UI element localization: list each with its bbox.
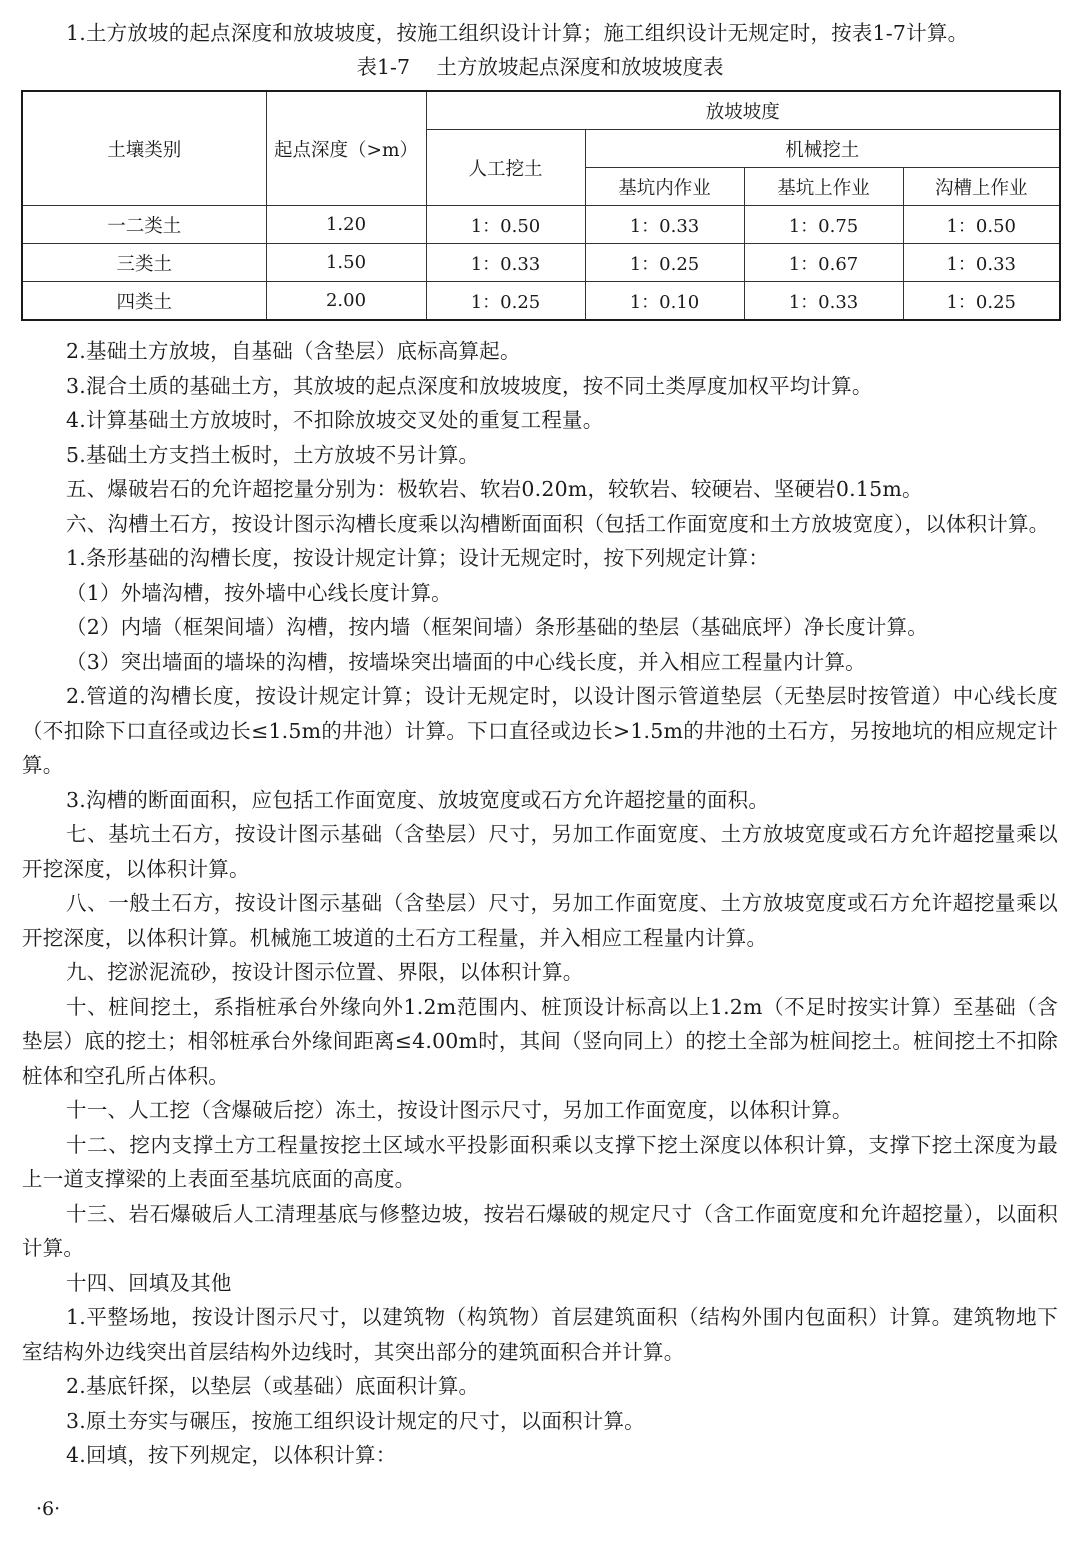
paragraph: 九、挖淤泥流砂，按设计图示位置、界限，以体积计算。 [66,960,584,984]
cell-depth: 1.20 [266,206,426,244]
table-caption [0,50,1080,84]
cell-depth: 1.50 [266,244,426,282]
paragraph: 十二、挖内支撑土方工程量按挖土区域水平投影面积乘以支撑下挖土深度以体积计算，支撑下挖土深度为最上一道支撑梁的上表面至基坑底面的高度。 [22,1132,1058,1191]
header-on-trench: 沟槽上作业 [903,168,1060,206]
paragraph: 4.计算基础土方放坡时，不扣除放坡交叉处的重复工程量。 [66,408,604,432]
cell-on-trench: 1：0.33 [903,244,1060,282]
paragraph: 3.混合土质的基础土方，其放坡的起点深度和放坡坡度，按不同土类厚度加权平均计算。 [66,373,873,398]
paragraph: 七、基坑土石方，按设计图示基础（含垫层）尺寸，另加工作面宽度、土方放坡宽度或石方允许超挖量乘以开挖深度，以体积计算。 [22,822,1058,881]
cell-in-pit: 1：0.33 [585,206,744,244]
table-row [22,244,1060,282]
cell-depth: 2.00 [266,282,426,321]
paragraph: 2.管道的沟槽长度，按设计规定计算；设计无规定时，以设计图示管道垫层（无垫层时按管道）中心线长度（不扣除下口直径或边长≤1.5m的井池）计算。下口直径或边长>1.5m的井池的土石方，另按地坑的相应规定计算。 [22,684,1058,777]
paragraph: 4.回填，按下列规定，以体积计算： [66,1443,397,1467]
table-row [22,282,1060,321]
paragraph: （1）外墙沟槽，按外墙中心线长度计算。 [66,580,452,605]
cell-on-trench: 1：0.25 [903,282,1060,321]
paragraph: 1.平整场地，按设计图示尺寸，以建筑物（构筑物）首层建筑面积（结构外围内包面积）计算。建筑物地下室结构外边线突出首层结构外边线时，其突出部分的建筑面积合并计算。 [22,1305,1058,1364]
header-start-depth: 起点深度（>m） [266,91,426,206]
paragraph: 3.沟槽的断面面积，应包括工作面宽度、放坡宽度或石方允许超挖量的面积。 [66,787,770,812]
cell-soil: 四类土 [22,282,266,321]
table-row [22,206,1060,244]
paragraph: （3）突出墙面的墙垛的沟槽，按墙垛突出墙面的中心线长度，并入相应工程量内计算。 [66,649,866,674]
paragraph: 2.基底钎探，以垫层（或基础）底面积计算。 [66,1374,480,1398]
paragraph: 2.基础土方放坡，自基础（含垫层）底标高算起。 [66,339,521,363]
cell-in-pit: 1：0.25 [585,244,744,282]
paragraph: 六、沟槽土石方，按设计图示沟槽长度乘以沟槽断面面积（包括工作面宽度和土方放坡宽度），以体积计算。 [66,511,1050,536]
cell-on-pit: 1：0.67 [744,244,903,282]
paragraph: 八、一般土石方，按设计图示基础（含垫层）尺寸，另加工作面宽度、土方放坡宽度或石方允许超挖量乘以开挖深度，以体积计算。机械施工坡道的土石方工程量，并入相应工程量内计算。 [22,891,1058,950]
header-soil-type: 土壤类别 [22,91,266,206]
page-number: ·6· [36,1498,61,1520]
header-mechanical: 机械挖土 [585,130,1060,168]
table-caption-title: 土方放坡起点深度和放坡坡度表 [436,55,724,79]
slope-table [21,90,1061,321]
cell-in-pit: 1：0.10 [585,282,744,321]
cell-manual: 1：0.25 [426,282,585,321]
cell-soil: 三类土 [22,244,266,282]
header-on-pit: 基坑上作业 [744,168,903,206]
header-slope: 放坡坡度 [426,91,1060,130]
paragraph: 5.基础土方支挡土板时，土方放坡不另计算。 [66,442,480,467]
cell-on-pit: 1：0.33 [744,282,903,321]
cell-on-trench: 1：0.50 [903,206,1060,244]
intro-paragraph: 1.土方放坡的起点深度和放坡坡度，按施工组织设计计算；施工组织设计无规定时，按表1-7计算。 [66,21,969,45]
table-caption-number: 表1-7 [356,55,410,79]
paragraph: 十三、岩石爆破后人工清理基底与修整边坡，按岩石爆破的规定尺寸（含工作面宽度和允许超挖量），以面积计算。 [22,1201,1058,1260]
header-manual: 人工挖土 [426,130,585,206]
cell-soil: 一二类土 [22,206,266,244]
paragraph: 十四、回填及其他 [66,1270,232,1295]
paragraph: （2）内墙（框架间墙）沟槽，按内墙（框架间墙）条形基础的垫层（基础底坪）净长度计算。 [66,615,928,639]
paragraph: 3.原土夯实与碾压，按施工组织设计规定的尺寸，以面积计算。 [66,1408,645,1433]
body-text [22,334,1058,1473]
header-in-pit: 基坑内作业 [585,168,744,206]
paragraph: 五、爆破岩石的允许超挖量分别为：极软岩、软岩0.20m，较软岩、较硬岩、坚硬岩0.15m。 [66,477,923,501]
paragraph: 十一、人工挖（含爆破后挖）冻土，按设计图示尺寸，另加工作面宽度，以体积计算。 [66,1098,853,1122]
cell-manual: 1：0.33 [426,244,585,282]
paragraph: 十、桩间挖土，系指桩承台外缘向外1.2m范围内、桩顶设计标高以上1.2m（不足时按实计算）至基础（含垫层）底的挖土；相邻桩承台外缘间距离≤4.00m时，其间（竖向同上）的挖土全部为桩间挖土。桩间挖土不扣除桩体和空孔所占体积。 [22,994,1058,1088]
cell-on-pit: 1：0.75 [744,206,903,244]
paragraph: 1.条形基础的沟槽长度，按设计规定计算；设计无规定时，按下列规定计算： [66,546,770,570]
cell-manual: 1：0.50 [426,206,585,244]
